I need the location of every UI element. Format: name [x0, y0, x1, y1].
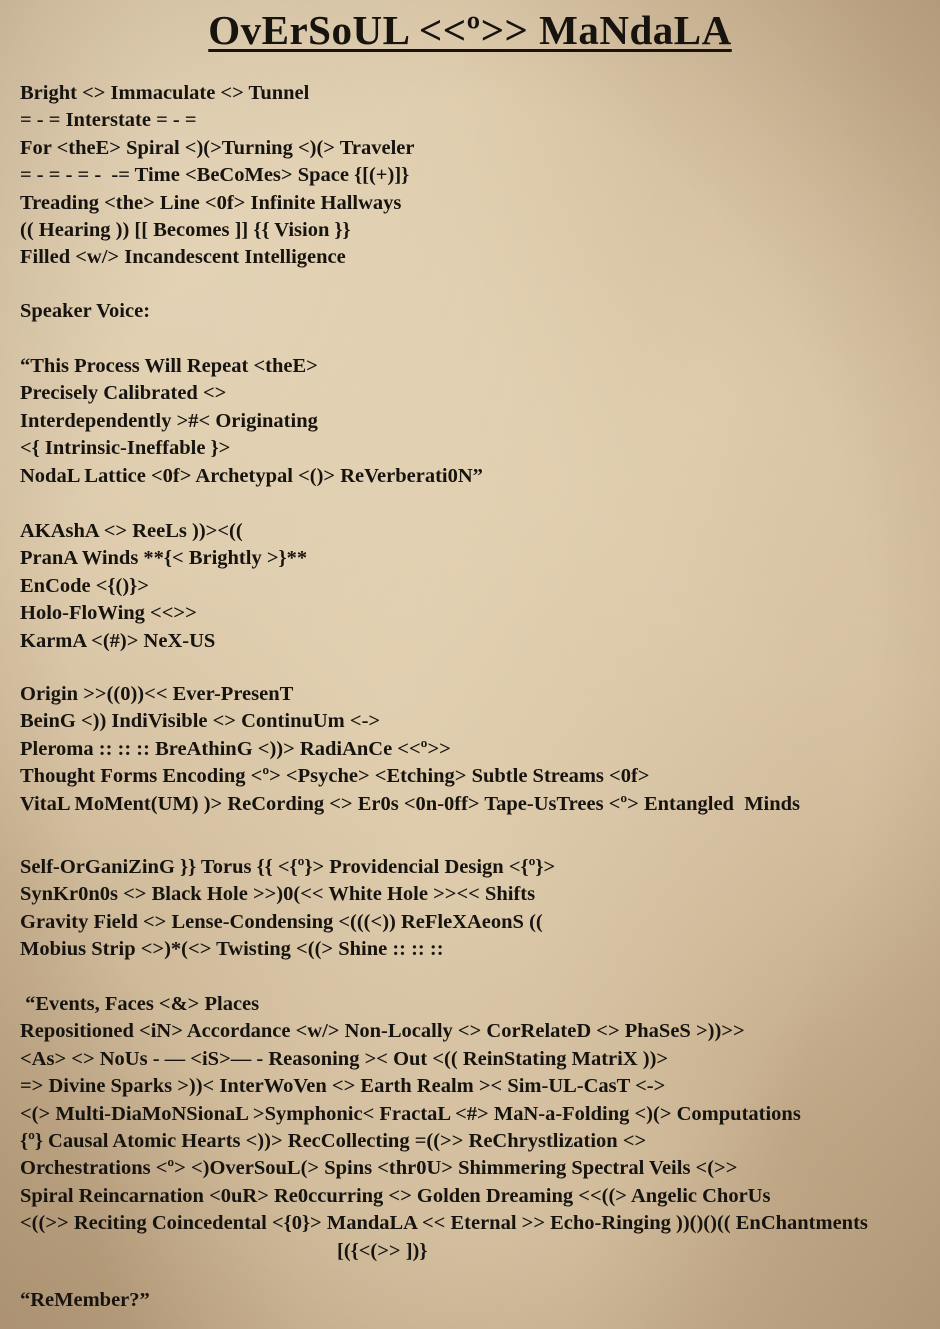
poem-line: <(> Multi-DiaMoNSionaL >Symphonic< FractaL <#> MaN-a-Folding <)(> Computations	[20, 1102, 801, 1125]
poem-line: PranA Winds **{< Brightly >}**	[20, 547, 308, 570]
poem-line: “This Process Will Repeat <theE>	[20, 355, 318, 377]
poem-line: => Divine Sparks >))< InterWoVen <> Earth Realm >< Sim-UL-CasT <->	[20, 1075, 666, 1098]
poem-title-text: OvErSoUL <<º>> MaNdaLA	[208, 7, 732, 53]
poem-line: Repositioned <iN> Accordance <w/> Non-Locally <> CorRelateD <> PhaSeS >))>>	[20, 1020, 745, 1043]
poem-line: Thought Forms Encoding <º> <Psyche> <Etching> Subtle Streams <0f>	[20, 765, 650, 788]
poem-line: VitaL MoMent(UM) )> ReCording <> Er0s <0n-0ff> Tape-UsTrees <º> Entangled Minds	[20, 792, 801, 815]
poem-line: Holo-FloWing <<>>	[20, 602, 197, 625]
centered-glyph-line: [({<(>> ])}	[337, 1239, 428, 1262]
stanza-5	[20, 681, 935, 818]
poem-line: SynKr0n0s <> Black Hole >>)0(<< White Hole >><< Shifts	[20, 883, 536, 906]
stanza-2	[20, 298, 935, 325]
poem-line: = - = - = - -= Time <BeCoMes> Space {[(+)]}	[20, 164, 410, 187]
poem-line: Filled <w/> Incandescent Intelligence	[20, 246, 346, 269]
stanza-6	[20, 854, 935, 964]
poem-line: Pleroma :: :: :: BreAthinG <))> RadiAnCe <<º>>	[20, 737, 451, 760]
poem-line: KarmA <(#)> NeX-US	[20, 629, 216, 652]
poem-title	[0, 4, 940, 56]
closing-stanza	[20, 1287, 935, 1314]
poem-line: Treading <the> Line <0f> Infinite Hallways	[20, 191, 402, 214]
poem-line: AKAshA <> ReeLs ))><((	[20, 520, 243, 542]
poem-line: EnCode <{()}>	[20, 574, 149, 597]
poem-line: Mobius Strip <>)*(<> Twisting <((> Shine :: :: ::	[20, 938, 444, 961]
poem-line: NodaL Lattice <0f> Archetypal <()> ReVerberati0N”	[20, 464, 483, 487]
stanza-3	[20, 353, 935, 490]
poem-line: Precisely Calibrated <>	[20, 382, 227, 405]
stanza-4	[20, 518, 935, 655]
poem-line: = - = Interstate = - =	[20, 109, 197, 132]
poem-line: Bright <> Immaculate <> Tunnel	[20, 82, 310, 104]
poem-line: Interdependently >#< Originating	[20, 409, 318, 432]
poem-line: Spiral Reincarnation <0uR> Re0ccurring <> Golden Dreaming <<((> Angelic ChorUs	[20, 1184, 771, 1207]
poem-line: “Events, Faces <&> Places	[20, 993, 260, 1015]
poem-line: Origin >>((0))<< Ever-PresenT	[20, 683, 294, 705]
poem-line: Self-OrGaniZinG }} Torus {{ <{º}> Providencial Design <{º}>	[20, 856, 556, 878]
poem-line: Orchestrations <º> <)OverSouL(> Spins <thr0U> Shimmering Spectral Veils <(>>	[20, 1157, 738, 1180]
poem-line: <((>> Reciting Coincedental <{0}> MandaLA << Eternal >> Echo-Ringing ))()()(( EnChantments	[20, 1212, 868, 1235]
poem-line: <As> <> NoUs - — <iS>— - Reasoning >< Out <(( ReinStating MatriX ))>	[20, 1047, 669, 1070]
poem-line: BeinG <)) IndiVisible <> ContinuUm <->	[20, 710, 381, 733]
poem-line: <{ Intrinsic-Ineffable }>	[20, 437, 231, 460]
stanza-7	[20, 991, 935, 1265]
stanza-1	[20, 80, 935, 272]
poem-line: Gravity Field <> Lense-Condensing <(((<)) ReFleXAeonS ((	[20, 910, 543, 933]
speaker-label: Speaker Voice:	[20, 300, 151, 322]
poem-line: {º} Causal Atomic Hearts <))> RecCollecting =((>> ReChrystlization <>	[20, 1130, 647, 1153]
closing-line: “ReMember?”	[20, 1289, 150, 1311]
poem-line: (( Hearing )) [[ Becomes ]] {{ Vision }}	[20, 219, 351, 242]
poem-line: For <theE> Spiral <)(>Turning <)(> Traveler	[20, 136, 415, 159]
